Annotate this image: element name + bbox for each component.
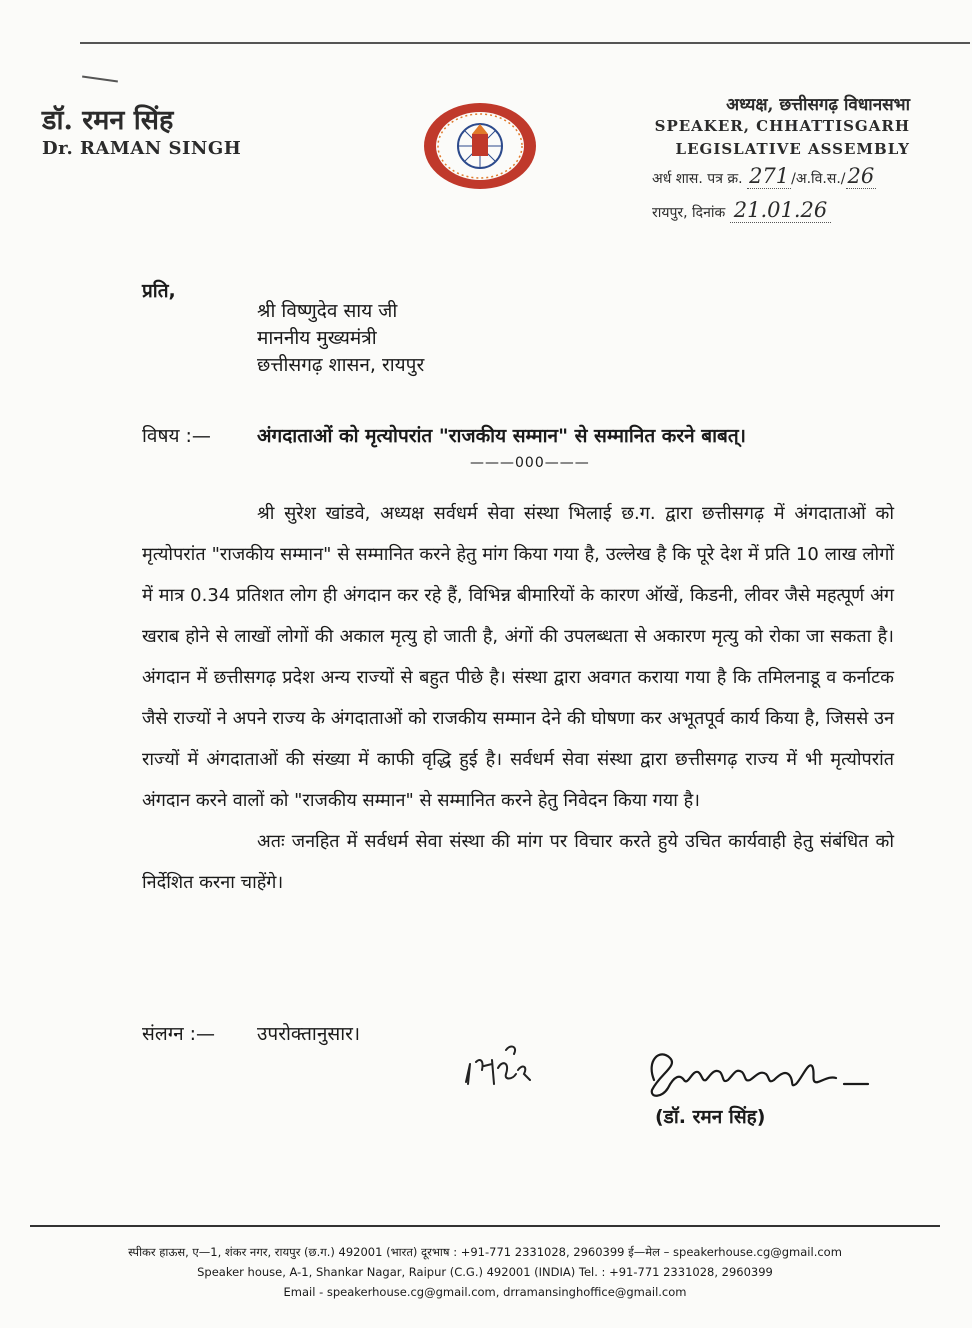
reference-line: [652, 164, 876, 188]
enclosure-value: उपरोक्तानुसार।: [257, 1023, 361, 1045]
designation-line-2: LEGISLATIVE ASSEMBLY: [675, 140, 910, 158]
recipient-designation: माननीय मुख्यमंत्री: [257, 327, 377, 349]
enclosure-label: संलग्न :—: [142, 1023, 216, 1045]
sender-name-english: Dr. RAMAN SINGH: [42, 138, 242, 159]
subject-text: अंगदाताओं को मृत्योपरांत "राजकीय सम्मान" से सम्मानित करने बाबत्।: [257, 425, 746, 447]
recipient-address: [257, 298, 424, 379]
subject-label: विषय :—: [142, 425, 211, 447]
sender-name-hindi: डॉ. रमन सिंह: [42, 105, 174, 136]
date-prefix: रायपुर, दिनांक: [652, 205, 726, 221]
subject-divider: ———000———: [470, 455, 590, 471]
recipient-name: श्री विष्णुदेव साय जी: [257, 300, 398, 322]
ref-prefix: अर्ध शास. पत्र क्र.: [652, 171, 743, 187]
letter-body: [142, 493, 894, 903]
signature-icon: [640, 1040, 890, 1105]
footer-rule: [30, 1225, 940, 1227]
footer-contact: [30, 1242, 940, 1302]
recipient-office: छत्तीसगढ़ शासन, रायपुर: [257, 354, 425, 376]
top-border-line: [80, 42, 970, 44]
ref-year: 26: [847, 164, 875, 188]
designation-hindi: अध्यक्ष, छत्तीसगढ़ विधानसभा: [726, 95, 910, 115]
date-value: 21.01.26: [730, 198, 832, 223]
ref-number: 271: [749, 164, 790, 188]
assembly-emblem-icon: [420, 100, 540, 192]
pen-mark: [82, 76, 118, 83]
ref-middle: /अ.वि.स./: [791, 171, 846, 187]
designation-line-1: SPEAKER, CHHATTISGARH: [654, 117, 910, 135]
body-paragraph-1: श्री सुरेश खांडवे, अध्यक्ष सर्वधर्म सेवा संस्था भिलाई छ.ग. द्वारा छत्तीसगढ़ में अंगदाताओं को मृत्योपरांत "राजकीय सम्मान" से सम्मानित करने हेतु मांग किया गया है, उल्लेख है कि पूरे देश में प्रति 10 लाख लोगों में मात्र 0.34 प्रतिशत लोग ही अंगदान कर रहे हैं, विभिन्न बीमारियों के कारण ऑखें, किडनी, लीवर जैसे महत्पूर्ण अंग खराब होने से लाखों लोगों की अकाल मृत्यु हो जाती है, अंगों की उपलब्धता से अकारण मृत्यु को रोका जा सकता है। अंगदान में छत्तीसगढ़ प्रदेश अन्य राज्यों से बहुत पीछे है। संस्था द्वारा अवगत कराया गया है कि तमिलनाडू व कर्नाटक जैसे राज्यों ने अपने राज्य के अंगदाताओं को राजकीय सम्मान देने की घोषणा कर अभूतपूर्व कार्य किया है, जिससे उन राज्यों में अंगदाताओं की संख्या में काफी वृद्धि हुई है। सर्वधर्म सेवा संस्था द्वारा छत्तीसगढ़ राज्य में भी मृत्योपरांत अंगदान करने वालों को "राजकीय सम्मान" से सम्मानित करने हेतु निवेदन किया गया है।: [142, 503, 894, 811]
initial-scribble-icon: [462, 1040, 552, 1095]
footer-line-hindi: स्पीकर हाऊस, ए—1, शंकर नगर, रायपुर (छ.ग.) 492001 (भारत) दूरभाष : +91-771 2331028, 2960399 ई—मेल – speakerhouse.cg@gmail.com: [128, 1245, 842, 1259]
footer-line-english: Speaker house, A-1, Shankar Nagar, Raipur (C.G.) 492001 (INDIA) Tel. : +91-771 2331028, 2960399: [197, 1265, 773, 1279]
enclosure-line: [142, 1020, 361, 1046]
body-paragraph-2: अतः जनहित में सर्वधर्म सेवा संस्था की मांग पर विचार करते हुये उचित कार्यवाही हेतु संबंधित को निर्देशित करना चाहेंगे।: [142, 831, 894, 893]
signatory-name: (डॉ. रमन सिंह): [655, 1106, 766, 1128]
footer-line-email: Email - speakerhouse.cg@gmail.com, drramansinghoffice@gmail.com: [283, 1285, 687, 1299]
speaker-designation-block: [655, 92, 910, 161]
date-line: [652, 198, 831, 222]
recipient-salutation: प्रति,: [142, 280, 176, 302]
